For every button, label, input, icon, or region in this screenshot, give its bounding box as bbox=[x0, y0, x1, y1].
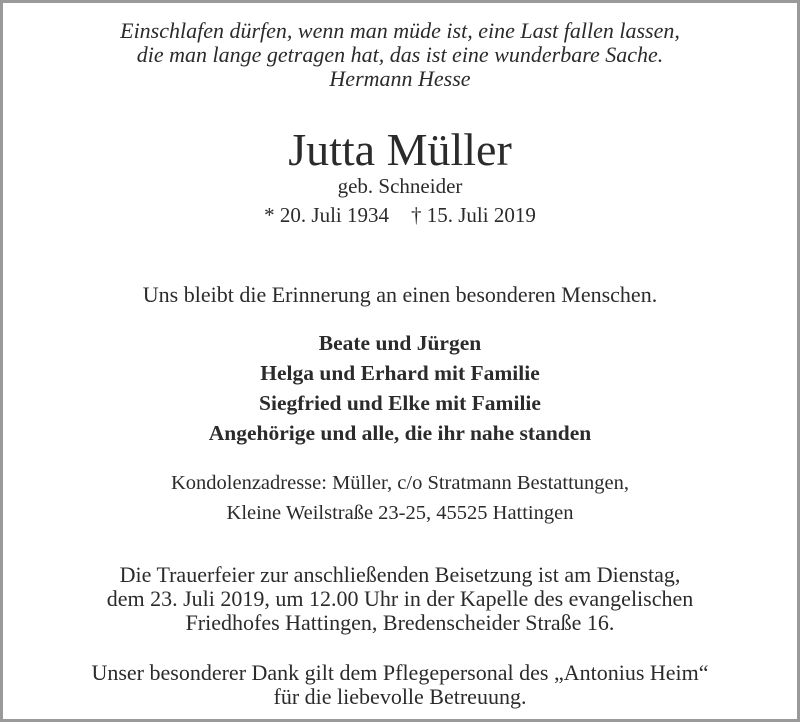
quote-line-1: Einschlafen dürfen, wenn man müde ist, eine Last fallen lassen, bbox=[120, 18, 680, 43]
funeral-line-3: Friedhofes Hattingen, Bredenscheider Straße 16. bbox=[185, 610, 615, 635]
life-dates bbox=[3, 202, 797, 228]
family-line-2: Helga und Erhard mit Familie bbox=[260, 361, 540, 385]
maiden-name: geb. Schneider bbox=[337, 174, 463, 198]
funeral-line-1: Die Trauerfeier zur anschließenden Beisetzung ist am Dienstag, bbox=[119, 562, 681, 587]
family-line-1: Beate und Jürgen bbox=[318, 331, 482, 355]
family-line-4: Angehörige und alle, die ihr nahe standen bbox=[208, 421, 592, 445]
quote-line-2: die man lange getragen hat, das ist eine wunderbare Sache. bbox=[136, 42, 664, 67]
family-line-3: Siegfried und Elke mit Familie bbox=[259, 391, 541, 415]
deceased-name: Jutta Müller bbox=[288, 124, 512, 175]
condolence-line-1: Kondolenzadresse: Müller, c/o Stratmann Bestattungen, bbox=[170, 472, 630, 494]
thanks-line-2: für die liebevolle Betreuung. bbox=[273, 684, 527, 709]
thanks-line-1: Unser besonderer Dank gilt dem Pflegepersonal des „Antonius Heim“ bbox=[91, 660, 709, 685]
remembrance-text: Uns bleibt die Erinnerung an einen besonderen Menschen. bbox=[142, 282, 658, 307]
quote-author: Hermann Hesse bbox=[329, 66, 471, 91]
birth-date: * 20. Juli 1934 bbox=[264, 203, 389, 227]
funeral-line-2: dem 23. Juli 2019, um 12.00 Uhr in der Kapelle des evangelischen bbox=[106, 586, 694, 611]
condolence-line-2: Kleine Weilstraße 23-25, 45525 Hattingen bbox=[226, 502, 574, 524]
death-date: † 15. Juli 2019 bbox=[411, 203, 536, 227]
